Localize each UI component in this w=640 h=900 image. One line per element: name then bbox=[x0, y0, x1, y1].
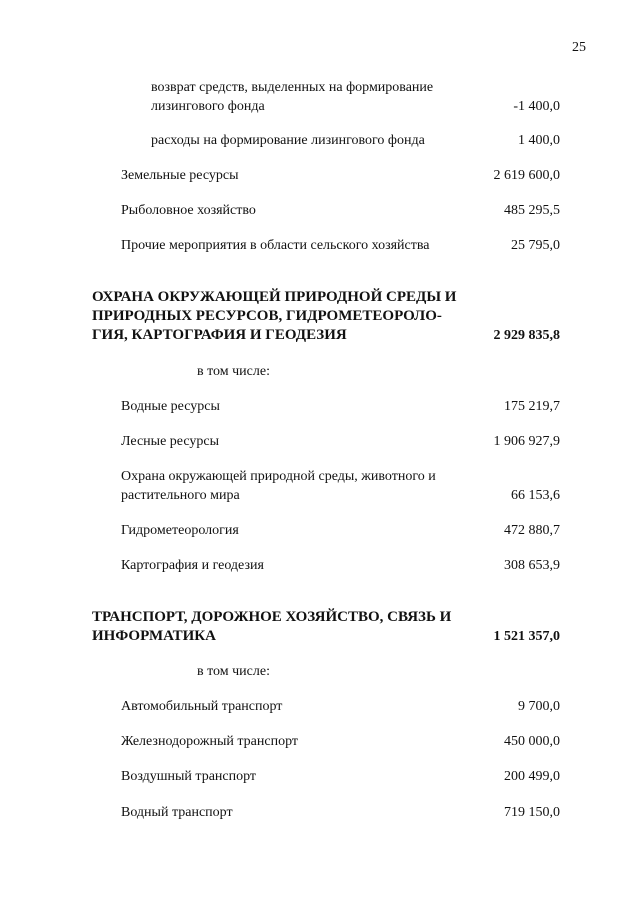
row-fishery bbox=[0, 201, 640, 220]
row-label: возврат средств, выделенных на формирование лизингового фонда bbox=[151, 80, 434, 114]
row-value: 485 295,5 bbox=[504, 203, 560, 218]
row-value: 175 219,7 bbox=[504, 399, 560, 414]
row-environment-protection bbox=[0, 467, 640, 505]
row-value: 2 619 600,0 bbox=[493, 168, 560, 183]
section-total: 2 929 835,8 bbox=[493, 328, 560, 343]
row-label: Рыболовное хозяйство bbox=[121, 203, 256, 218]
row-label: Охрана окружающей природной среды, животного и растительного мира bbox=[121, 469, 436, 503]
row-label: Водные ресурсы bbox=[121, 399, 220, 414]
row-label: Прочие мероприятия в области сельского хозяйства bbox=[121, 238, 430, 253]
row-value: 450 000,0 bbox=[504, 734, 560, 749]
section-title: ОХРАНА ОКРУЖАЮЩЕЙ ПРИРОДНОЙ СРЕДЫ И ПРИРОДНЫХ РЕСУРСОВ, ГИДРОМЕТЕОРОЛО-ГИЯ, КАРТОГРАФИЯ И ГЕОДЕЗИЯ bbox=[92, 289, 457, 343]
section-total: 1 521 357,0 bbox=[493, 629, 560, 644]
row-label: в том числе: bbox=[197, 664, 270, 679]
row-label: Лесные ресурсы bbox=[121, 434, 219, 449]
section-heading-environment bbox=[0, 288, 640, 345]
subheading-including bbox=[0, 362, 640, 381]
row-air-transport bbox=[0, 767, 640, 786]
row-land-resources bbox=[0, 166, 640, 185]
row-leasing-expenses bbox=[0, 131, 640, 150]
section-heading-transport bbox=[0, 608, 640, 646]
row-value: 66 153,6 bbox=[511, 488, 560, 503]
row-label: Гидрометеорология bbox=[121, 523, 239, 538]
row-label: в том числе: bbox=[197, 364, 270, 379]
row-label: Картография и геодезия bbox=[121, 558, 264, 573]
row-value: 1 400,0 bbox=[518, 133, 560, 148]
row-value: 308 653,9 bbox=[504, 558, 560, 573]
row-other-agriculture bbox=[0, 236, 640, 255]
row-railway-transport bbox=[0, 732, 640, 751]
row-value: -1 400,0 bbox=[513, 99, 560, 114]
row-automobile-transport bbox=[0, 697, 640, 716]
page-number: 25 bbox=[572, 40, 586, 55]
row-water-transport bbox=[0, 803, 640, 822]
row-hydrometeorology bbox=[0, 521, 640, 540]
row-value: 472 880,7 bbox=[504, 523, 560, 538]
row-label: Водный транспорт bbox=[121, 805, 233, 820]
row-cartography bbox=[0, 556, 640, 575]
row-label: Автомобильный транспорт bbox=[121, 699, 283, 714]
row-value: 25 795,0 bbox=[511, 238, 560, 253]
row-label: расходы на формирование лизингового фонда bbox=[151, 133, 425, 148]
section-title: ТРАНСПОРТ, ДОРОЖНОЕ ХОЗЯЙСТВО, СВЯЗЬ И ИНФОРМАТИКА bbox=[92, 609, 452, 644]
row-value: 1 906 927,9 bbox=[493, 434, 560, 449]
subheading-including bbox=[0, 662, 640, 681]
row-water-resources bbox=[0, 397, 640, 416]
row-label: Железнодорожный транспорт bbox=[121, 734, 299, 749]
row-label: Земельные ресурсы bbox=[121, 168, 239, 183]
row-value: 200 499,0 bbox=[504, 769, 560, 784]
row-forest-resources bbox=[0, 432, 640, 451]
row-label: Воздушный транспорт bbox=[121, 769, 257, 784]
row-value: 719 150,0 bbox=[504, 805, 560, 820]
row-value: 9 700,0 bbox=[518, 699, 560, 714]
row-leasing-return bbox=[0, 78, 640, 116]
